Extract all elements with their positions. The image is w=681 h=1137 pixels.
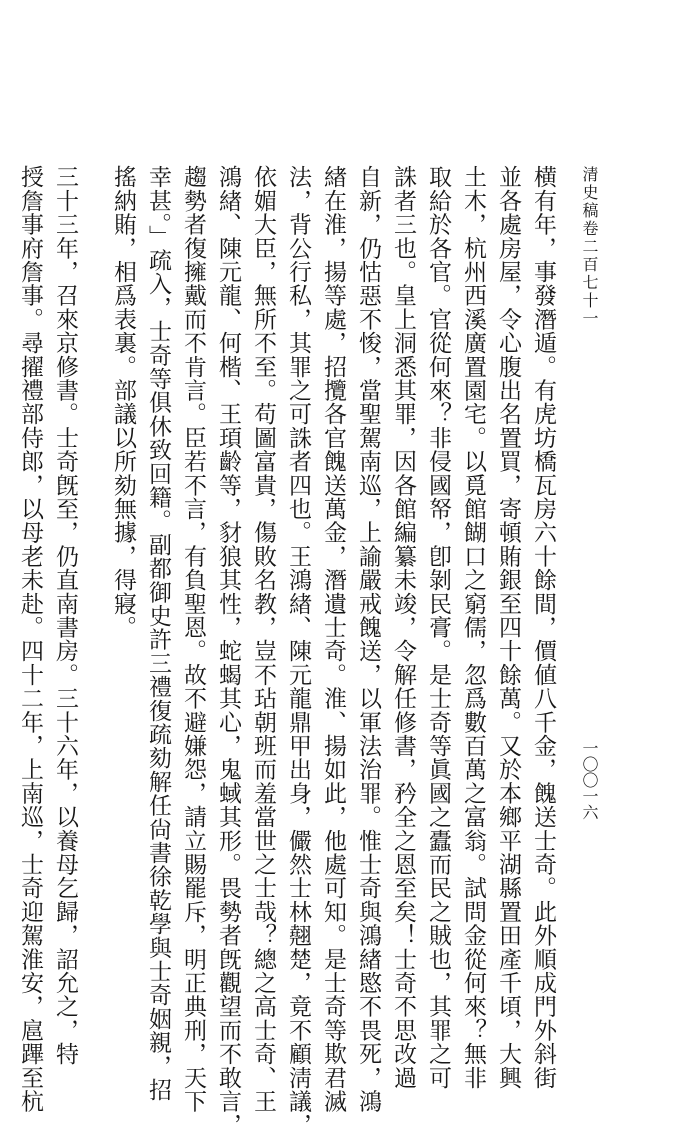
running-header: 清史稿卷二百七十一 <box>580 166 599 328</box>
text-column: 誅者三也。皇上洞悉其罪，因各館編纂未竣，令解任修書，矜全之恩至矣！士奇不思改過 <box>390 165 416 1090</box>
text-column: 搖納賄，相爲表裏。部議以所劾無據，得寢。 <box>110 165 136 639</box>
text-column: 取給於各官。官從何來？非侵國帑，卽剝民膏。是士奇等眞國之蠹而民之賊也，其罪之可 <box>425 165 451 1090</box>
text-column: 幸甚。」疏入，士奇等俱休致回籍。副都御史許三禮復疏劾解任尙書徐乾學與士奇姻親，招 <box>145 165 171 1102</box>
text-column: 依媚大臣，無所不至。苟圖富貴，傷敗名教，豈不玷朝班而羞當世之士哉？總之高士奇、王 <box>250 165 276 1113</box>
text-column: 緖在淮，揚等處，招攬各官餽送萬金，潛遺士奇。淮、揚如此，他處可知。是士奇等欺君滅 <box>320 165 346 1113</box>
text-column: 自新，仍怙惡不悛，當聖駕南巡，上諭嚴戒餽送，以軍法治罪。惟士奇與鴻緖愍不畏死，鴻 <box>355 165 381 1113</box>
text-column: 授詹事府詹事。尋擢禮部侍郎，以母老未赴。四十二年，上南巡，士奇迎駕淮安，扈蹕至杭 <box>17 165 43 1113</box>
text-column-paragraph-start: 三十三年，召來京修書。士奇旣至，仍直南書房。三十六年，以養母乞歸，詔允之，特 <box>52 165 78 1066</box>
text-column: 横有年，事發潛遁。有虎坊橋瓦房六十餘間，價値八千金，餽送士奇。此外順成門外斜街 <box>530 165 556 1090</box>
text-column: 法，背公行私，其罪之可誅者四也。王鴻緖、陳元龍鼎甲出身，儼然士林翹楚，竟不顧淸議， <box>285 165 311 1137</box>
text-column: 鴻緖、陳元龍、何楷、王頊齡等，豺狼其性，蛇蝎其心，鬼蜮其形。畏勢者旣觀望而不敢言， <box>215 165 241 1137</box>
page-number: 一〇〇一六 <box>580 740 599 820</box>
text-column: 並各處房屋，令心腹出名置買，寄頓賄銀至四十餘萬。又於本鄉平湖縣置田產千頃，大興 <box>495 165 521 1090</box>
text-column: 趨勢者復擁戴而不肯言。臣若不言，有負聖恩。故不避嫌怨，請立賜罷斥，明正典刑，天下 <box>180 165 206 1113</box>
body-text <box>17 165 560 1137</box>
text-column: 土木，杭州西溪廣置園宅。以覓館餬口之窮儒，忽爲數百萬之富翁。試問金從何來？無非 <box>460 165 486 1090</box>
